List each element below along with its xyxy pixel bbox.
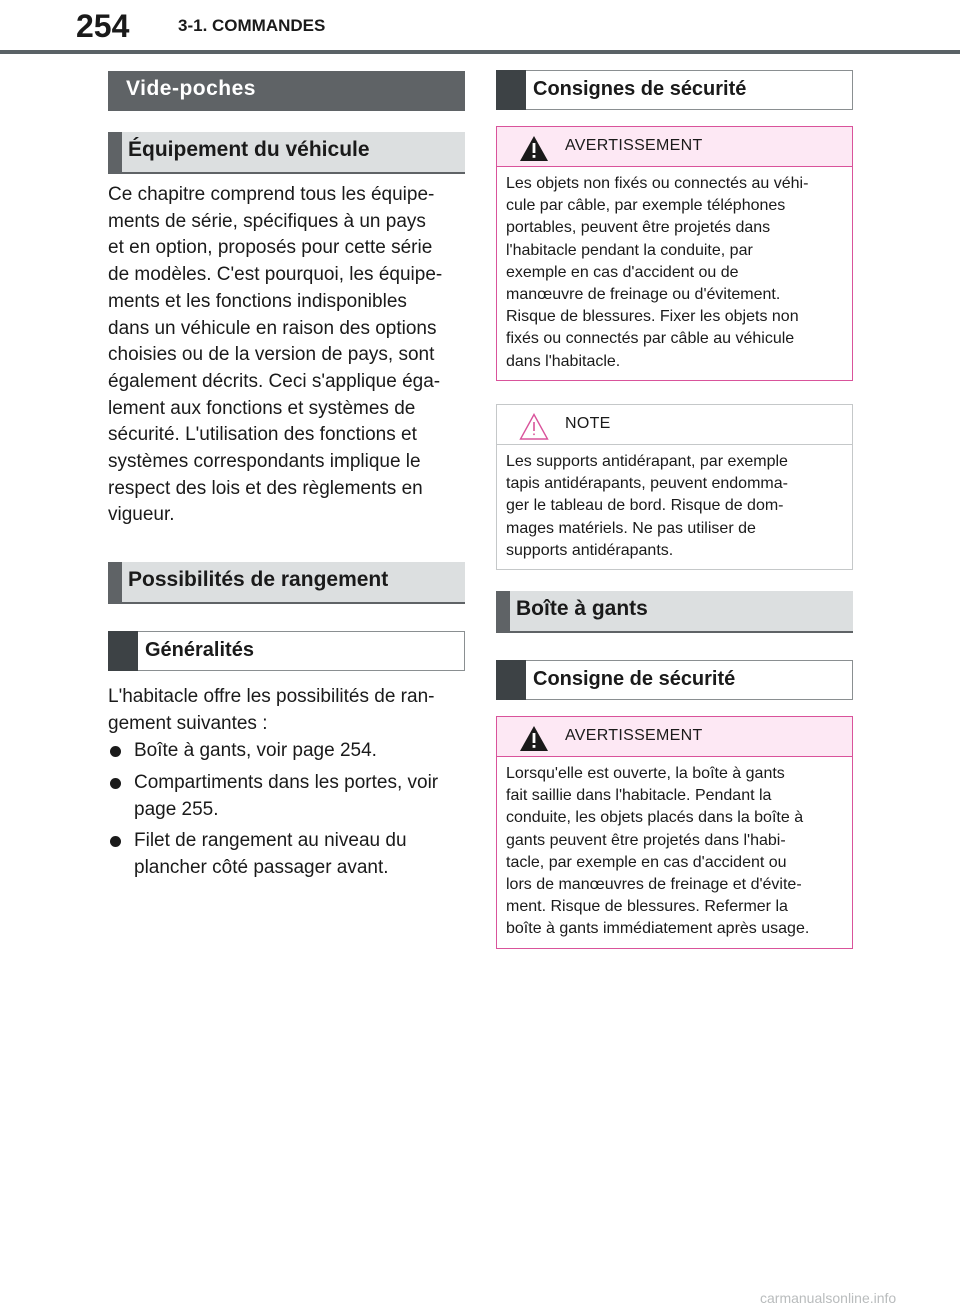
warning-header: [497, 127, 852, 167]
subheading-bar: [108, 631, 138, 671]
text-line: tacle, par exemple en cas d'accident ou: [506, 853, 787, 871]
text-line: fait saillie dans l'habitacle. Pendant la: [506, 787, 772, 805]
note-box: [496, 404, 853, 570]
text-line: boîte à gants immédiatement après usage.: [506, 920, 810, 938]
subheading-bar: [496, 70, 526, 110]
text-line: L'habitacle offre les possibilités de ran-: [108, 686, 435, 707]
subsection-heading-consigne: [496, 660, 853, 700]
text-line: plancher côté passager avant.: [134, 856, 389, 878]
text-line: choisies ou de la version de pays, sont: [108, 344, 435, 366]
text-line: lement aux fonctions et systèmes de: [108, 397, 416, 419]
heading-text: Équipement du véhicule: [128, 138, 370, 161]
text-line: ments de série, spécifiques à un pays: [108, 210, 426, 232]
text-line: systèmes correspondants implique le: [108, 451, 421, 473]
text-line: mages matériels. Ne pas utiliser de: [506, 519, 756, 537]
text-line: vigueur.: [108, 504, 175, 526]
text-line: cule par câble, par exemple téléphones: [506, 197, 786, 215]
text-line: exemple en cas d'accident ou de: [506, 263, 739, 281]
header-rule: [0, 50, 960, 54]
text-line: sécurité. L'utilisation des fonctions et: [108, 424, 417, 446]
text-line: lors de manœuvres de freinage et d'évite-: [506, 876, 802, 894]
text-line: Ce chapitre comprend tous les équipe-: [108, 184, 435, 205]
text-line: l'habitacle pendant la conduite, par: [506, 241, 753, 259]
text-line: Les objets non fixés ou connectés au véhi-: [506, 175, 809, 192]
bullet-dot: [110, 778, 121, 789]
text-line: ments et les fonctions indisponibles: [108, 290, 407, 312]
warning-header: [497, 717, 852, 757]
text-line: Boîte à gants, voir page 254.: [134, 740, 377, 761]
note-text: [506, 451, 844, 562]
warning-label: AVERTISSEMENT: [565, 727, 703, 744]
warning-label: AVERTISSEMENT: [565, 137, 703, 154]
text-line: Filet de rangement au niveau du: [134, 830, 407, 851]
text-line: manœuvre de freinage ou d'évitement.: [506, 286, 781, 304]
warning-text: [506, 173, 844, 373]
warning-text: [506, 763, 844, 941]
subheading-text: Généralités: [145, 639, 254, 661]
intro-paragraph: [108, 182, 465, 529]
text-line: tapis antidérapants, peuvent endomma-: [506, 475, 788, 493]
text-line: portables, peuvent être projetés dans: [506, 219, 771, 237]
warning-triangle-icon: [519, 135, 549, 162]
text-line: ment. Risque de blessures. Refermer la: [506, 898, 788, 916]
warning-triangle-icon: [519, 725, 549, 752]
subheading-bar: [496, 660, 526, 700]
subsection-heading-generalites: [108, 631, 465, 671]
text-line: fixés ou connectés par câble au véhicule: [506, 330, 795, 348]
text-line: gement suivantes :: [108, 712, 268, 734]
section-heading-rangement: [108, 562, 465, 604]
text-line: de modèles. C'est pourquoi, les équipe-: [108, 264, 443, 286]
heading-bar: [108, 562, 122, 602]
chapter-title: 3-1. COMMANDES: [178, 16, 326, 35]
text-line: Risque de blessures. Fixer les objets non: [506, 308, 799, 326]
subheading-text: Consigne de sécurité: [533, 668, 736, 690]
caution-triangle-icon: [519, 413, 549, 440]
heading-bar: [108, 132, 122, 172]
subheading-text: Consignes de sécurité: [533, 78, 747, 100]
section-heading-boite-a-gants: [496, 591, 853, 633]
heading-bar: [496, 591, 510, 631]
storage-intro-paragraph: [108, 684, 465, 737]
text-line: Les supports antidérapant, par exemple: [506, 453, 788, 470]
text-line: ger le tableau de bord. Risque de dom-: [506, 497, 784, 515]
note-header: [497, 405, 852, 445]
watermark: carmanualsonline.info: [760, 1290, 897, 1306]
heading-text: Boîte à gants: [516, 597, 648, 620]
text-line: dans l'habitacle.: [506, 352, 621, 370]
note-label: NOTE: [565, 415, 611, 432]
page-number: 254: [76, 8, 130, 44]
section-title: Vide-poches: [126, 77, 256, 100]
bullet-dot: [110, 746, 121, 757]
page-header: [0, 0, 960, 54]
text-line: page 255.: [134, 798, 219, 820]
text-line: respect des lois et des règlements en: [108, 477, 423, 499]
list-item: [108, 770, 465, 823]
text-line: conduite, les objets placés dans la boîte à: [506, 809, 804, 827]
subsection-heading-consignes: [496, 70, 853, 110]
warning-box: [496, 126, 853, 381]
text-line: supports antidérapants.: [506, 541, 674, 559]
text-line: et en option, proposés pour cette série: [108, 237, 433, 259]
text-line: gants peuvent être projetés dans l'habi-: [506, 831, 786, 849]
section-title-band: [108, 71, 465, 111]
heading-text: Possibilités de rangement: [128, 568, 389, 591]
text-line: Lorsqu'elle est ouverte, la boîte à gants: [506, 765, 785, 782]
text-line: également décrits. Ceci s'applique éga-: [108, 370, 441, 392]
section-heading-equipement: [108, 132, 465, 174]
list-item: [108, 828, 465, 881]
bullet-dot: [110, 836, 121, 847]
text-line: dans un véhicule en raison des options: [108, 317, 437, 339]
text-line: Compartiments dans les portes, voir: [134, 772, 439, 793]
list-item: [108, 738, 465, 765]
warning-box: [496, 716, 853, 949]
